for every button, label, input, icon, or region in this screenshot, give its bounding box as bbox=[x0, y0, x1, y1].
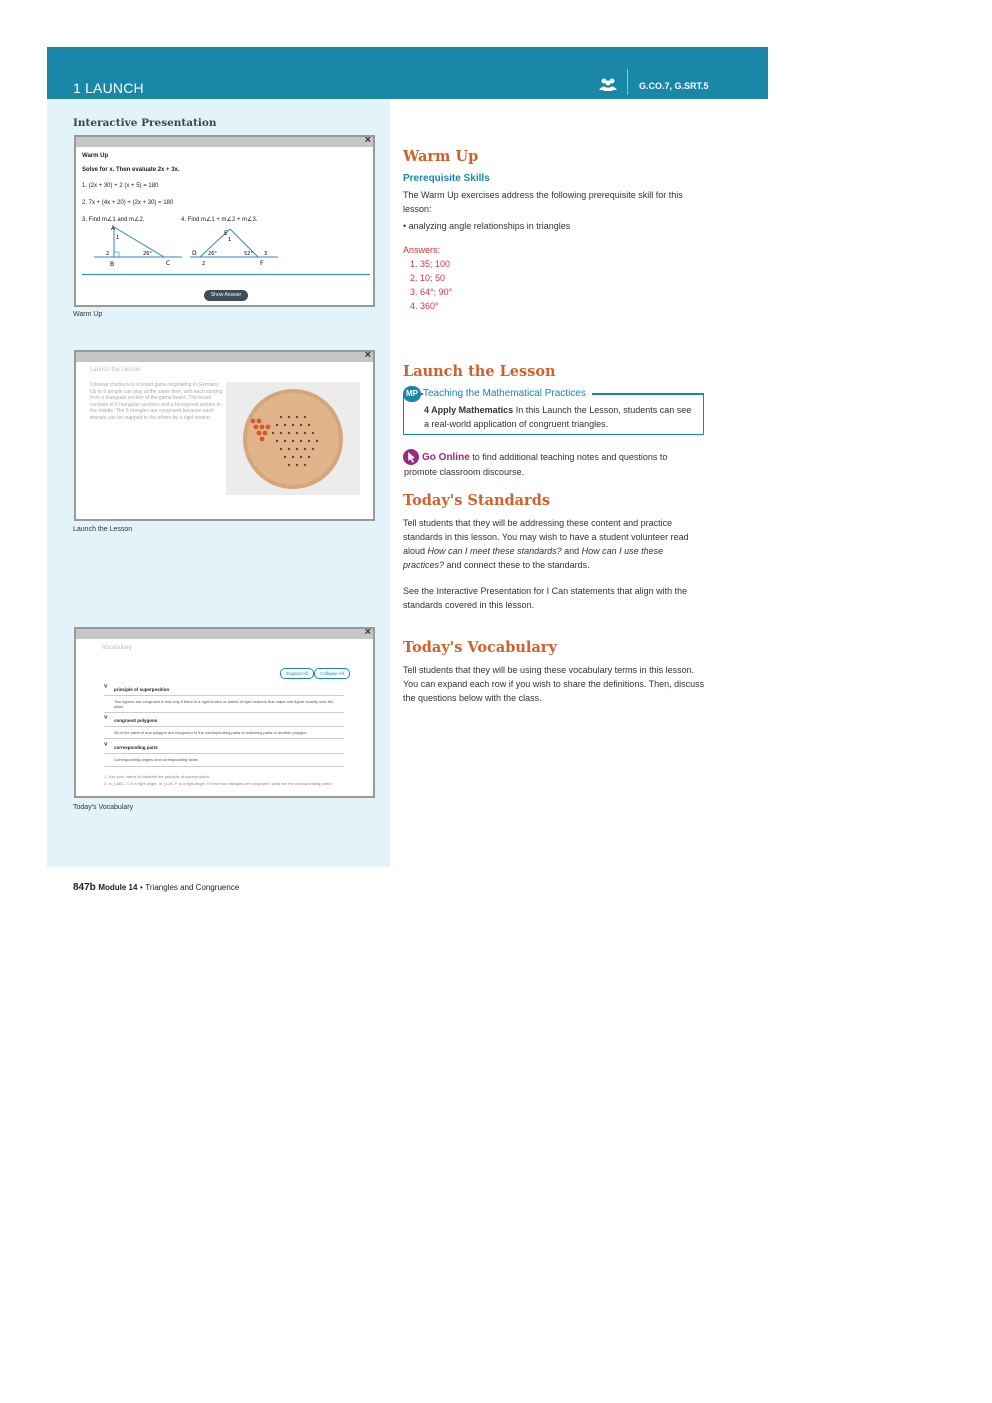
go-online-text bbox=[404, 450, 700, 479]
vocabulary-text: Tell students that they will be using these vocabulary terms in this lesson. You can expand each row if you wish to share the definitions. Then, discuss the questions below with the class. bbox=[403, 665, 705, 703]
chinese-checkers-board bbox=[226, 382, 360, 495]
answer-item: 4. 360° bbox=[410, 301, 439, 311]
page-footer bbox=[73, 882, 239, 893]
close-icon[interactable]: × bbox=[364, 135, 371, 146]
vocab-term[interactable]: corresponding parts bbox=[114, 745, 158, 750]
vocab-divider bbox=[104, 738, 344, 739]
warmup-problem: 1. (2x + 30) + 2 (x + 5) = 180 bbox=[82, 183, 159, 189]
go-online-link[interactable]: Go Online bbox=[422, 452, 470, 463]
window-bar bbox=[76, 137, 373, 147]
chevron-down-icon[interactable]: ˅ bbox=[104, 715, 108, 721]
group-icon bbox=[599, 77, 617, 91]
window-bar bbox=[76, 352, 373, 362]
vocab-divider bbox=[104, 695, 344, 696]
vocabulary-caption: Today's Vocabulary bbox=[73, 804, 134, 811]
angle-label: 1 bbox=[228, 237, 232, 243]
vertex-label: B bbox=[110, 261, 115, 267]
standards-paragraph-1 bbox=[403, 516, 701, 572]
vocabulary-screen[interactable] bbox=[74, 627, 375, 798]
answers-label: Answers: bbox=[403, 245, 441, 255]
standards-text: Tell students that they will be addressing these content and practice standards in this lesson. You may wish to have a student volunteer read aloud bbox=[403, 518, 689, 556]
vocabulary-heading: Today's Vocabulary bbox=[403, 639, 557, 656]
warmup-problem: 3. Find m∠1 and m∠2. bbox=[82, 217, 145, 223]
sidebar-title: Interactive Presentation bbox=[73, 117, 217, 129]
expand-all-button[interactable]: Expand All bbox=[280, 668, 314, 679]
page-number: 847b bbox=[73, 882, 96, 893]
header-divider bbox=[627, 69, 628, 95]
standards-text: and bbox=[561, 546, 582, 556]
standards-question: How can I use these practices? bbox=[403, 546, 664, 570]
window-bar bbox=[76, 629, 373, 639]
warmup-card-title: Warm Up bbox=[82, 153, 109, 159]
vertex-label: D bbox=[192, 250, 197, 257]
chevron-down-icon[interactable]: ˅ bbox=[104, 684, 108, 690]
footer-separator: • bbox=[139, 883, 143, 892]
standards-heading: Today's Standards bbox=[403, 492, 550, 509]
angle-label: 2 bbox=[202, 261, 206, 267]
header-band bbox=[47, 47, 768, 99]
show-answer-button[interactable]: Show Answer bbox=[204, 290, 248, 301]
math-practices-text bbox=[424, 403, 694, 431]
standards-text: and connect these to the standards. bbox=[444, 560, 590, 570]
launch-screen[interactable] bbox=[74, 350, 375, 521]
math-practices-title: Teaching the Mathematical Practices bbox=[423, 388, 592, 399]
collapse-all-button[interactable]: Collapse All bbox=[314, 668, 350, 679]
divider bbox=[82, 274, 370, 275]
vocab-term[interactable]: congruent polygons bbox=[114, 718, 158, 723]
vertex-label: C bbox=[166, 260, 171, 267]
vocab-definition: Two figures are congruent if and only if there is a rigid motion or series of rigid motions that maps one figure exactly onto the other. bbox=[114, 699, 334, 709]
warmup-heading: Warm Up bbox=[403, 148, 479, 165]
vocab-card-title: Vocabulary bbox=[102, 645, 132, 651]
angle-label: 52° bbox=[244, 251, 253, 257]
vocab-term[interactable]: principle of superposition bbox=[114, 687, 170, 692]
answer-item: 1. 35; 100 bbox=[410, 259, 451, 269]
interactive-presentation-sidebar bbox=[47, 99, 390, 867]
vocab-divider bbox=[104, 753, 344, 754]
warmup-bullet: • analyzing angle relationships in triangles bbox=[403, 221, 571, 231]
launch-card-text: Chinese checkers is a board game originating in Germany. Up to 6 people can play at the same time, with each starting from a triangular section of the game board. The board consists of 6 triangular sections and a hexagonal section in the middle. The 6 triangles are congruent because each triangle can be mapped to the others by a rigid motion. bbox=[90, 382, 223, 421]
vocab-definition: All of the parts of one polygon are congruent to the corresponding parts or matching parts of another polygon. bbox=[114, 730, 308, 735]
mp-practice-desc: In this Launch the Lesson, students can see a real-world application of congruent triangles. bbox=[424, 405, 692, 429]
answer-item: 3. 64°; 90° bbox=[410, 287, 453, 297]
chevron-down-icon[interactable]: ˅ bbox=[104, 742, 108, 748]
warmup-problem: 4. Find m∠1 + m∠2 + m∠3. bbox=[181, 217, 258, 223]
vocab-question: 2. In △ABC, C is a right angle. In △LJK, F is a right angle. If these two triangles are congruent, what are the corresponding parts? bbox=[104, 781, 333, 786]
warmup-problem: 2. 7x + (4x + 20) + (2x + 30) = 180 bbox=[82, 200, 174, 206]
angle-label: 1 bbox=[116, 235, 120, 241]
angle-label: 26° bbox=[143, 251, 152, 257]
standards-paragraph-2: See the Interactive Presentation for I Can statements that align with the standards covered in this lesson. bbox=[403, 586, 688, 610]
angle-label: 3 bbox=[264, 251, 268, 257]
vertex-label: A bbox=[111, 225, 116, 232]
launch-caption: Launch the Lesson bbox=[73, 526, 133, 533]
warmup-text: The Warm Up exercises address the following prerequisite skill for this lesson: bbox=[403, 190, 683, 214]
vertex-label: F bbox=[260, 260, 264, 267]
vocab-divider bbox=[104, 766, 344, 767]
angle-label: 2 bbox=[106, 251, 110, 257]
launch-heading: Launch the Lesson bbox=[403, 363, 556, 380]
standards-code: G.CO.7, G.SRT.5 bbox=[639, 81, 709, 91]
module-label: Module 14 bbox=[98, 883, 138, 892]
mp-practice-name: 4 Apply Mathematics bbox=[424, 405, 514, 415]
vocab-divider bbox=[104, 712, 344, 713]
vocab-definition: Corresponding angles and corresponding sides bbox=[114, 757, 198, 762]
vocab-question: 1. Use your hands to illustrate the principle of superposition. bbox=[104, 774, 211, 779]
left-triangle-diagram bbox=[94, 225, 184, 267]
module-title: Triangles and Congruence bbox=[145, 883, 240, 892]
close-icon[interactable]: × bbox=[364, 627, 371, 638]
go-online-desc: to find additional teaching notes and questions to promote classroom discourse. bbox=[404, 452, 668, 477]
angle-label: 26° bbox=[208, 251, 217, 257]
vertex-label: E bbox=[224, 230, 228, 237]
close-icon[interactable]: × bbox=[364, 350, 371, 361]
board-photo bbox=[226, 382, 360, 495]
mp-badge-icon: MP bbox=[403, 386, 421, 402]
standards-question: How can I meet these standards? bbox=[427, 546, 562, 556]
warmup-screen[interactable] bbox=[74, 135, 375, 307]
warmup-instruction: Solve for x. Then evaluate 2x + 3x. bbox=[82, 167, 180, 173]
vocab-divider bbox=[104, 726, 344, 727]
prerequisite-skills-subhead: Prerequisite Skills bbox=[403, 173, 490, 184]
right-triangle-diagram bbox=[188, 225, 280, 267]
answer-item: 2. 10; 50 bbox=[410, 273, 446, 283]
section-title: 1 LAUNCH bbox=[73, 80, 144, 96]
launch-card-title: Launch the Lesson bbox=[90, 367, 141, 373]
warmup-caption: Warm Up bbox=[73, 311, 103, 318]
